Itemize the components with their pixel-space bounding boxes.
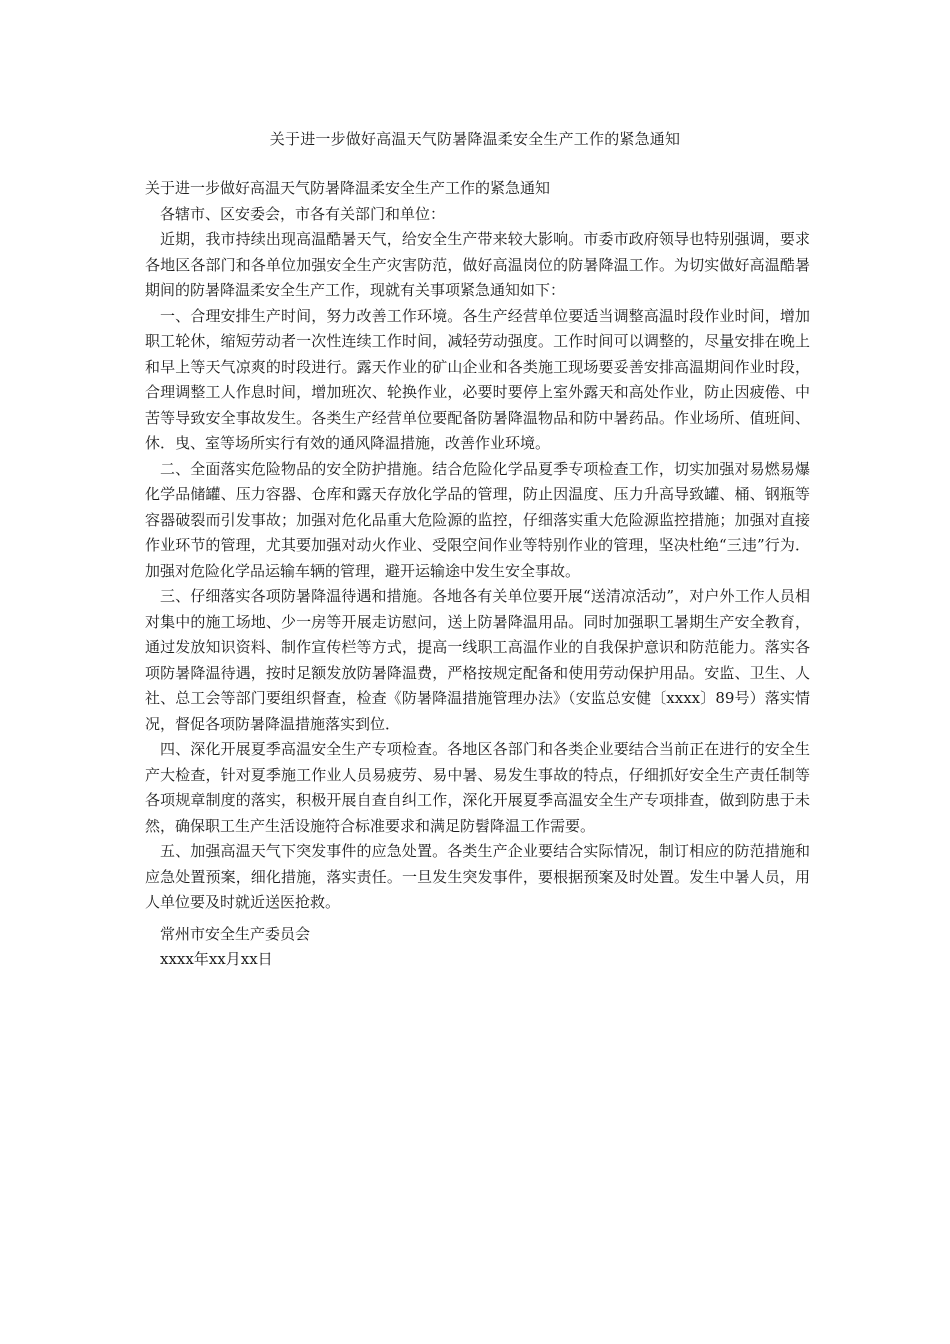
paragraph-item-1: 一、合理安排生产时间，努力改善工作环境。各生产经营单位要适当调整高温时段作业时间，增加职工轮休，缩短劳动者一次性连续工作时间，减轻劳动强度。工作时间可以调整的，尽量安排在晚上和早上等天气凉爽的时段进行。露天作业的矿山企业和各类施工现场要妥善安排高温期间作业时段，合理调整工人作息时间，增加班次、轮换作业，必要时要停上室外露天和高处作业，防止因疲倦、中苦等导致安全事故发生。各类生产经营单位要配备防暑降温物品和防中暑药品。作业场所、值班间、休．曳、室等场所实行有效的通风降温措施，改善作业环境。: [145, 306, 810, 452]
document-body: [145, 176, 810, 916]
signature-date: xxxx年xx月xx日: [160, 950, 273, 968]
paragraph-item-5: 五、加强高温天气下突发事件的应急处置。各类生产企业要结合实际情况，制订相应的防范措施和应急处置预案，细化措施，落实责任。一旦发生突发事件，要根据预案及时处置。发生中暑人员，用人单位要及时就近送医抢救。: [145, 842, 810, 911]
paragraph-intro: 近期，我市持续出现高温酷暑天气，给安全生产带来较大影响。市委市政府领导也特别强调，要求各地区各部门和各单位加强安全生产灾害防范，做好高温岗位的防暑降温工作。为切实做好高温酷暑期间的防暑降温柔安全生产工作，现就有关事项紧急通知如下：: [145, 230, 810, 299]
salutation: 各辖市、区安委会，市各有关部门和单位：: [160, 204, 446, 223]
paragraph-item-2: 二、全面落实危险物品的安全防护措施。结合危险化学品夏季专项检查工作，切实加强对易燃易爆化学品储罐、压力容器、仓库和露天存放化学品的管理，防止因温度、压力升高导致罐、桶、钢瓶等容器破裂而引发事故；加强对危化品重大危险源的监控，仔细落实重大危险源监控措施；加强对直接作业环节的管理，尤其要加强对动火作业、受限空间作业等特别作业的管理，坚决杜绝“三违”行为．加强对危险化学品运输车辆的管理，避开运输途中发生安全事故。: [145, 459, 810, 580]
paragraph-item-3: 三、仔细落实各项防暑降温待遇和措施。各地各有关单位要开展“送清凉活动”，对户外工作人员相对集中的施工场地、少一房等开展走访慰问，送上防暑降温用品。同时加强职工暑期生产安全教育，通过发放知识资料、制作宣传栏等方式，提高一线职工高温作业的自我保护意识和防范能力。落实各项防暑降温待遇，按时足额发放防暑降温费，严格按规定配备和使用劳动保护用品。安监、卫生、人社、总工会等部门要组织督查，检查《防暑降温措施管理办法》（安监总安健〔xxxx〕89号）落实情况，督促各项防暑降温措施落实到位．: [145, 587, 810, 733]
document-title: 关于进一步做好高温天气防暑降温柔安全生产工作的紧急通知: [269, 130, 681, 148]
paragraph-item-4: 四、深化开展夏季高温安全生产专项检查。各地区各部门和各类企业要结合当前正在进行的安全生产大检查，针对夏季施工作业人员易疲劳、易中暑、易发生事故的特点，仔细抓好安全生产责任制等各项规章制度的落实，积极开展自查自纠工作，深化开展夏季高温安全生产专项排查，做到防患于未然，确保职工生产生活设施符合标准要求和满足防髫降温工作需要。: [145, 740, 810, 835]
document-subtitle: 关于进一步做好高温天气防暑降温柔安全生产工作的紧急通知: [145, 179, 551, 197]
signature-organization: 常州市安全生产委员会: [160, 925, 311, 943]
